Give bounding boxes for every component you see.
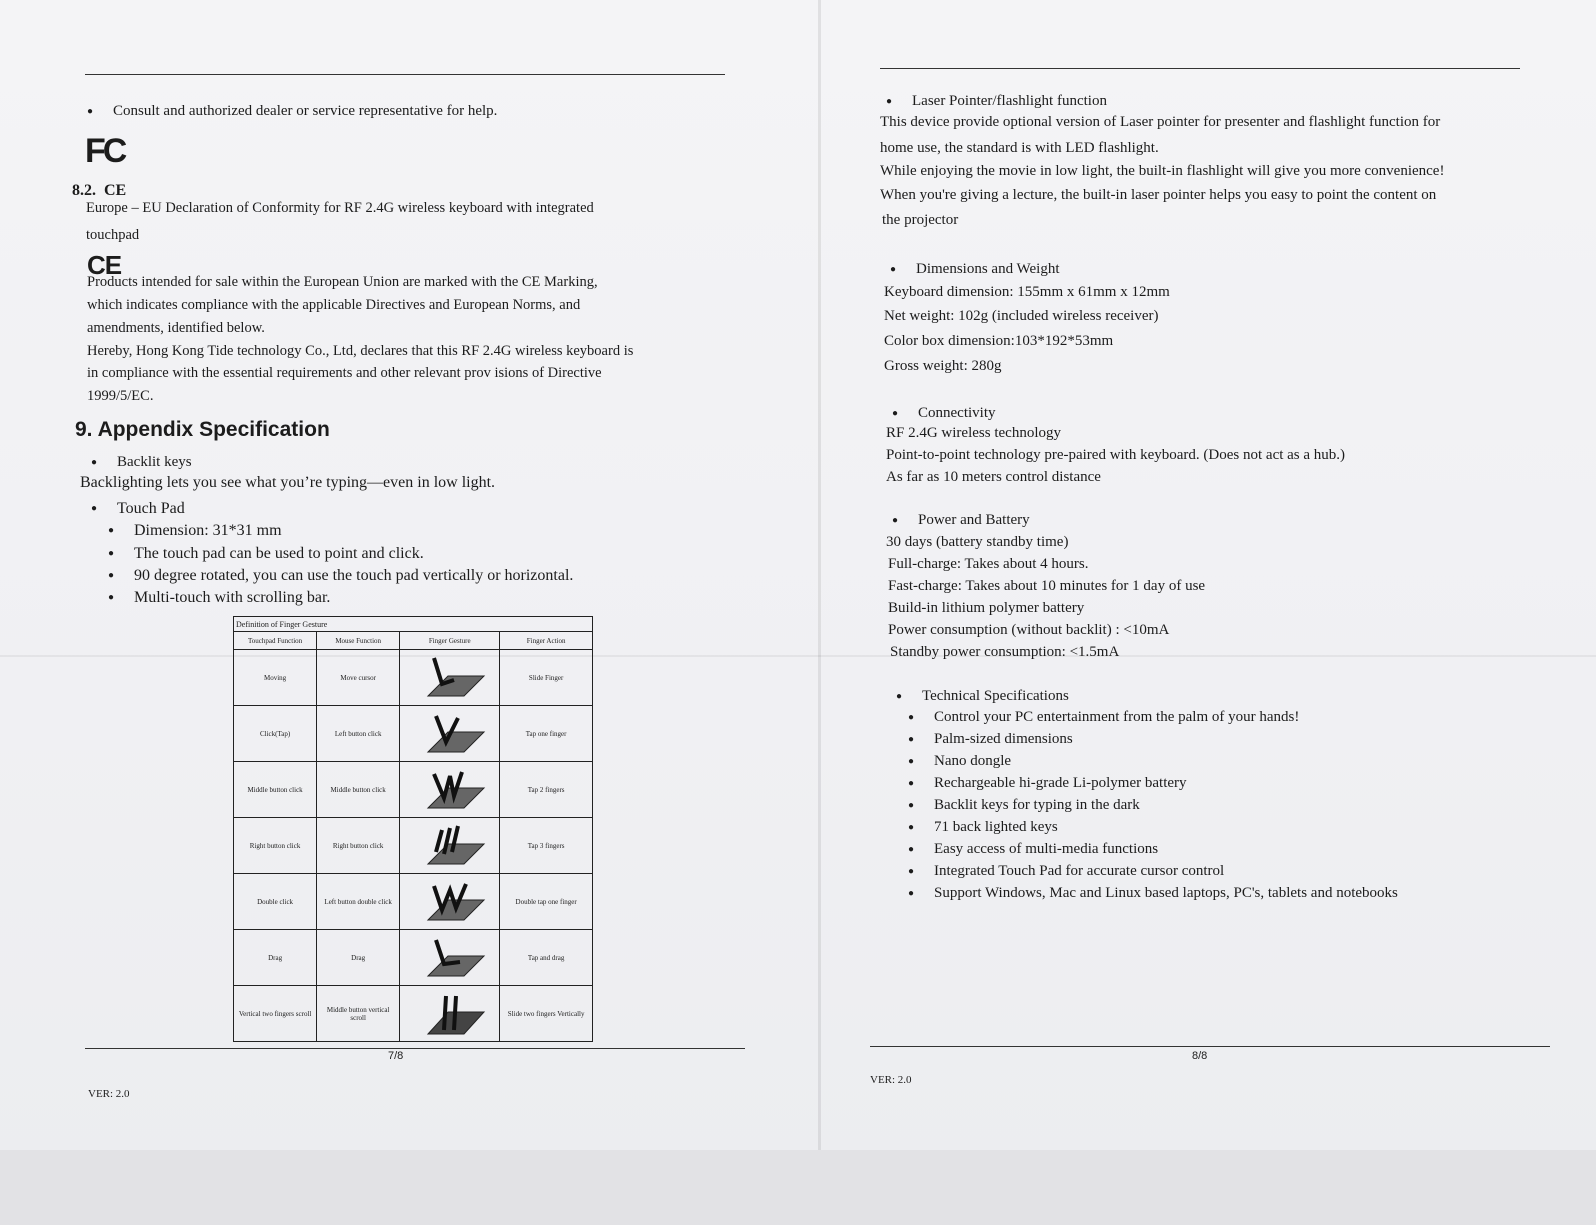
power-line: Full-charge: Takes about 4 hours. xyxy=(888,556,1089,572)
touchpad-function-cell: Right button click xyxy=(234,818,317,874)
ce-paragraph-line: which indicates compliance with the applicable Directives and European Norms, and xyxy=(87,297,581,313)
tech-spec-item: ● Rechargeable hi-grade Li-polymer battery xyxy=(934,775,1187,792)
table-header: Mouse Function xyxy=(317,632,400,650)
power-line: Standby power consumption: <1.5mA xyxy=(890,644,1120,660)
gesture-slide-icon xyxy=(400,650,500,706)
gesture-drag-icon xyxy=(400,930,500,986)
page-number: 8/8 xyxy=(1192,1050,1208,1062)
tech-spec-item: ● Nano dongle xyxy=(934,753,1011,770)
laser-line: When you're giving a lecture, the built-in laser pointer helps you easy to point the content on xyxy=(880,187,1437,203)
finger-action-cell: Double tap one finger xyxy=(500,874,593,930)
touchpad-function-cell: Click(Tap) xyxy=(234,706,317,762)
ce-paragraph-line: Hereby, Hong Kong Tide technology Co., Ltd, declares that this RF 2.4G wireless keyboard is xyxy=(87,343,634,359)
ce-paragraph-line: 1999/5/EC. xyxy=(87,388,154,404)
left-page xyxy=(72,0,775,1150)
ce-section-title: CE xyxy=(104,182,127,199)
appendix-heading: 9. Appendix Specification xyxy=(75,418,330,441)
mouse-function-cell: Left button click xyxy=(317,706,400,762)
mouse-function-cell: Right button click xyxy=(317,818,400,874)
gesture-two-finger-scroll-icon xyxy=(400,986,500,1042)
dimension-line: Net weight: 102g (included wireless receiver) xyxy=(884,308,1159,324)
gesture-tap-two-icon xyxy=(400,762,500,818)
mouse-function-cell: Drag xyxy=(317,930,400,986)
table-row xyxy=(234,706,593,762)
touchpad-function-cell: Drag xyxy=(234,930,317,986)
touchpad-spec-item: ● Multi-touch with scrolling bar. xyxy=(134,589,330,607)
tech-spec-item: ● Backlit keys for typing in the dark xyxy=(934,797,1140,814)
page-number: 7/8 xyxy=(388,1050,404,1062)
connectivity-line: Point-to-point technology pre-paired with keyboard. (Does not act as a hub.) xyxy=(886,447,1346,463)
connectivity-line: RF 2.4G wireless technology xyxy=(886,425,1061,441)
tech-specs-bullet: ● Technical Specifications xyxy=(922,688,1069,705)
finger-action-cell: Tap 3 fingers xyxy=(500,818,593,874)
power-bullet: ● Power and Battery xyxy=(918,512,1030,529)
power-line: Fast-charge: Takes about 10 minutes for 1 day of use xyxy=(888,578,1206,594)
table-header: Finger Action xyxy=(500,632,593,650)
tech-spec-item: ● Control your PC entertainment from the palm of your hands! xyxy=(934,709,1299,726)
header-rule xyxy=(85,74,725,75)
dimension-line: Keyboard dimension: 155mm x 61mm x 12mm xyxy=(884,284,1170,300)
finger-gesture-table xyxy=(233,616,593,1042)
connectivity-bullet: ● Connectivity xyxy=(918,405,996,422)
ce-paragraph-line: amendments, identified below. xyxy=(87,320,265,336)
dimensions-bullet: ● Dimensions and Weight xyxy=(916,261,1060,278)
laser-line: the projector xyxy=(882,212,959,228)
touchpad-function-cell: Moving xyxy=(234,650,317,706)
finger-action-cell: Slide Finger xyxy=(500,650,593,706)
ce-paragraph-line: Products intended for sale within the European Union are marked with the CE Marking, xyxy=(87,274,598,290)
ce-section-heading xyxy=(72,182,126,200)
center-fold xyxy=(818,0,821,1180)
footer-rule xyxy=(85,1048,745,1049)
laser-line: While enjoying the movie in low light, the built-in flashlight will give you more convenience! xyxy=(880,163,1445,179)
laser-line: home use, the standard is with LED flashlight. xyxy=(880,140,1159,156)
connectivity-line: As far as 10 meters control distance xyxy=(886,469,1101,485)
tech-spec-item: ● Support Windows, Mac and Linux based laptops, PC's, tablets and notebooks xyxy=(934,885,1398,902)
right-page xyxy=(870,0,1560,1150)
consult-bullet: ● Consult and authorized dealer or service representative for help. xyxy=(113,103,497,120)
gesture-tap-one-icon xyxy=(400,706,500,762)
tech-spec-item: ● 71 back lighted keys xyxy=(934,819,1058,836)
ce-section-number: 8.2. xyxy=(72,182,96,199)
fc-logo: FC xyxy=(85,132,125,170)
table-caption: Definition of Finger Gesture xyxy=(234,617,593,632)
power-line: 30 days (battery standby time) xyxy=(886,534,1069,550)
table-header: Finger Gesture xyxy=(400,632,500,650)
mouse-function-cell: Move cursor xyxy=(317,650,400,706)
touchpad-function-cell: Vertical two fingers scroll xyxy=(234,986,317,1042)
touchpad-spec-item: ● The touch pad can be used to point and click. xyxy=(134,545,424,563)
table-row xyxy=(234,818,593,874)
mouse-function-cell: Left button double click xyxy=(317,874,400,930)
scan-bottom-margin xyxy=(0,1150,1596,1225)
backlit-bullet: ● Backlit keys xyxy=(117,454,192,471)
mouse-function-cell: Middle button click xyxy=(317,762,400,818)
touchpad-bullet: ● Touch Pad xyxy=(117,500,185,518)
table-row xyxy=(234,986,593,1042)
table-row xyxy=(234,650,593,706)
finger-action-cell: Tap and drag xyxy=(500,930,593,986)
finger-action-cell: Slide two fingers Vertically xyxy=(500,986,593,1042)
tech-spec-item: ● Palm-sized dimensions xyxy=(934,731,1073,748)
table-header: Touchpad Function xyxy=(234,632,317,650)
tech-spec-item: ● Integrated Touch Pad for accurate cursor control xyxy=(934,863,1224,880)
touchpad-function-cell: Middle button click xyxy=(234,762,317,818)
dimension-line: Color box dimension:103*192*53mm xyxy=(884,333,1114,349)
table-row xyxy=(234,762,593,818)
laser-bullet: ● Laser Pointer/flashlight function xyxy=(912,93,1107,110)
ce-mark-logo: CE xyxy=(87,250,122,280)
touchpad-function-cell: Double click xyxy=(234,874,317,930)
touchpad-spec-item: ● 90 degree rotated, you can use the touch pad vertically or horizontal. xyxy=(134,567,573,585)
backlit-description: Backlighting lets you see what you’re typing—even in low light. xyxy=(80,474,496,491)
touchpad-spec-item: ● Dimension: 31*31 mm xyxy=(134,522,282,540)
finger-action-cell: Tap one finger xyxy=(500,706,593,762)
laser-line: This device provide optional version of Laser pointer for presenter and flashlight function for xyxy=(880,114,1441,130)
finger-action-cell: Tap 2 fingers xyxy=(500,762,593,818)
footer-rule xyxy=(870,1046,1550,1047)
ce-intro-line: touchpad xyxy=(86,227,140,243)
table-row xyxy=(234,930,593,986)
table-row xyxy=(234,874,593,930)
ce-paragraph-line: in compliance with the essential requirements and other relevant prov isions of Directive xyxy=(87,365,602,381)
power-line: Power consumption (without backlit) : <10mA xyxy=(888,622,1170,638)
header-rule xyxy=(880,68,1520,69)
dimension-line: Gross weight: 280g xyxy=(884,358,1002,374)
gesture-double-tap-icon xyxy=(400,874,500,930)
version-label: VER: 2.0 xyxy=(870,1074,912,1086)
version-label: VER: 2.0 xyxy=(88,1088,130,1100)
mouse-function-cell: Middle button vertical scroll xyxy=(317,986,400,1042)
gesture-tap-three-icon xyxy=(400,818,500,874)
tech-spec-item: ● Easy access of multi-media functions xyxy=(934,841,1158,858)
power-line: Build-in lithium polymer battery xyxy=(888,600,1085,616)
ce-intro-line: Europe – EU Declaration of Conformity for RF 2.4G wireless keyboard with integrated xyxy=(86,200,594,216)
